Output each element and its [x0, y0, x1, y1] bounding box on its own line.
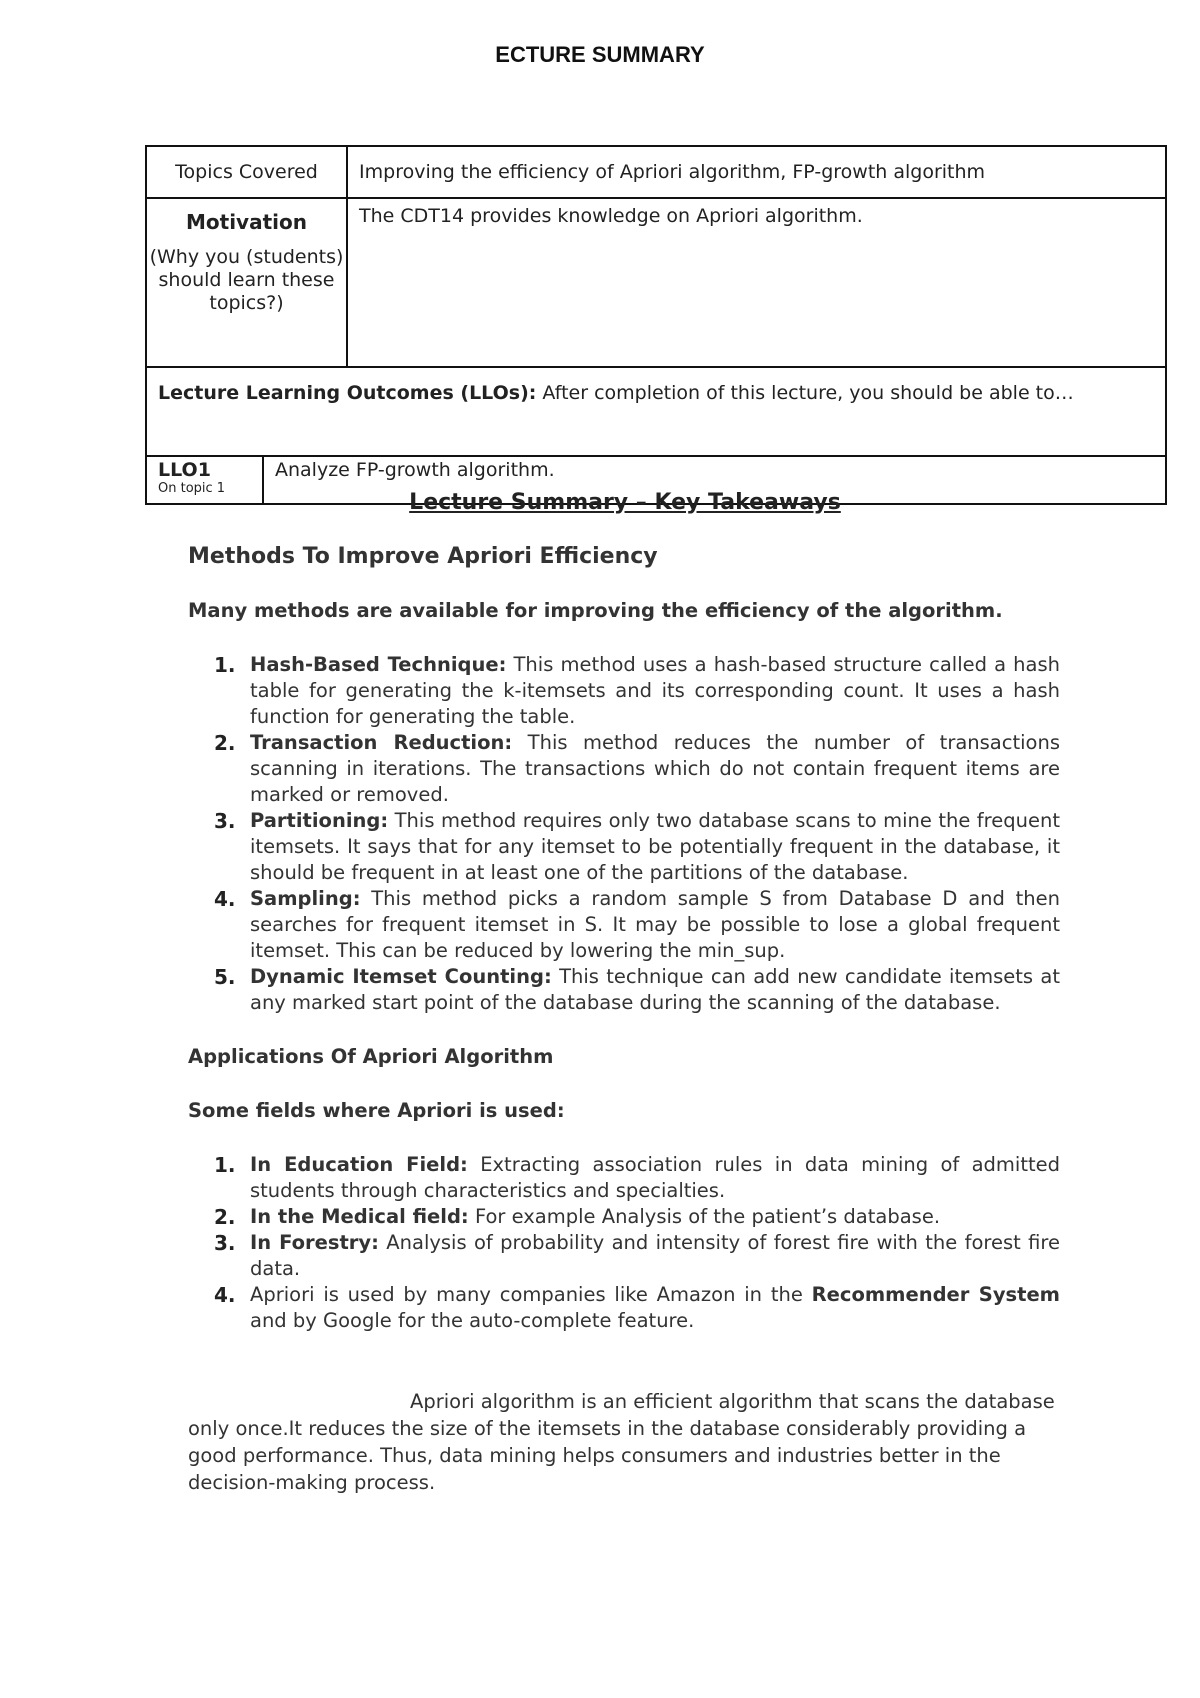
list-item	[250, 1152, 1060, 1204]
list-item	[250, 1282, 1060, 1334]
motivation-value: The CDT14 provides knowledge on Apriori algorithm.	[347, 198, 1166, 367]
item-text: For example Analysis of the patient’s database.	[474, 1205, 941, 1228]
methods-intro: Many methods are available for improving the efficiency of the algorithm.	[188, 599, 1003, 622]
list-item	[250, 964, 1060, 1016]
item-text: Analysis of probability and intensity of forest fire with the forest fire data.	[250, 1231, 1061, 1280]
llo1-sub: On topic 1	[158, 481, 226, 496]
item-text: Apriori is used by many companies like Amazon in the	[250, 1283, 803, 1306]
item-text: This method picks a random sample S from Database D and then searches for frequent itemset in S. It may be possible to lose a global frequent itemset. This can be reduced by lowering the min_sup.	[250, 887, 1060, 962]
item-term: Transaction Reduction:	[250, 731, 513, 754]
topics-value: Improving the efficiency of Apriori algorithm, FP-growth algorithm	[347, 146, 1166, 198]
item-term: Recommender System	[811, 1283, 1060, 1306]
list-item	[250, 1204, 1060, 1230]
item-term: In Forestry:	[250, 1231, 379, 1254]
lecture-info-table	[145, 145, 1167, 505]
motivation-row	[146, 198, 1166, 367]
list-item	[250, 730, 1060, 808]
summary-heading: Lecture Summary – Key Takeaways	[409, 490, 841, 515]
list-item	[250, 652, 1060, 730]
item-text: This technique can add new candidate itemsets at any marked start point of the database during the scanning of the database.	[250, 965, 1060, 1014]
motivation-sub: (Why you (students) should learn these topics?)	[149, 246, 344, 314]
item-term: Dynamic Itemset Counting:	[250, 965, 552, 988]
applications-list	[188, 1152, 1060, 1334]
item-term: In Education Field:	[250, 1153, 468, 1176]
list-item	[250, 1230, 1060, 1282]
llo-heading: Lecture Learning Outcomes (LLOs):	[158, 382, 537, 404]
item-text: Extracting association rules in data mining of admitted students through characteristics and specialties.	[250, 1153, 1060, 1202]
item-term: Partitioning:	[250, 809, 389, 832]
llo1-value: Analyze FP-growth algorithm.	[263, 456, 1166, 504]
page-title: ECTURE SUMMARY	[495, 42, 705, 67]
motivation-label-cell	[146, 198, 347, 367]
llo-text: After completion of this lecture, you should be able to…	[542, 382, 1074, 404]
topics-row	[146, 146, 1166, 198]
list-item	[250, 886, 1060, 964]
methods-list	[188, 652, 1060, 1016]
list-item	[250, 808, 1060, 886]
applications-intro: Some fields where Apriori is used:	[188, 1099, 565, 1122]
llo-row	[146, 367, 1166, 456]
llo1-code: LLO1	[158, 459, 211, 481]
item-term: In the Medical field:	[250, 1205, 469, 1228]
summary-content	[188, 544, 1060, 1496]
applications-heading: Applications Of Apriori Algorithm	[188, 1045, 554, 1068]
item-text: and by Google for the auto-complete feature.	[250, 1309, 695, 1332]
item-text: This method uses a hash-based structure called a hash table for generating the k-itemsets and its corresponding count. It uses a hash function for generating the table.	[250, 653, 1060, 728]
topics-label: Topics Covered	[146, 146, 347, 198]
closing-paragraph: Apriori algorithm is an efficient algorithm that scans the database only once.It reduces the size of the itemsets in the database considerably providing a good performance. Thus, data mining helps consumers and industries better in the decision-making process.	[188, 1390, 1055, 1494]
item-term: Hash-Based Technique:	[250, 653, 507, 676]
item-term: Sampling:	[250, 887, 361, 910]
methods-heading: Methods To Improve Apriori Efficiency	[188, 544, 658, 569]
llo-cell	[146, 367, 1166, 456]
item-text: This method reduces the number of transactions scanning in iterations. The transactions which do not contain frequent items are marked or removed.	[250, 731, 1060, 806]
item-text: This method requires only two database scans to mine the frequent itemsets. It says that for any itemset to be potentially frequent in the database, it should be frequent in at least one of the partitions of the database.	[250, 809, 1060, 884]
motivation-label: Motivation	[186, 210, 307, 234]
